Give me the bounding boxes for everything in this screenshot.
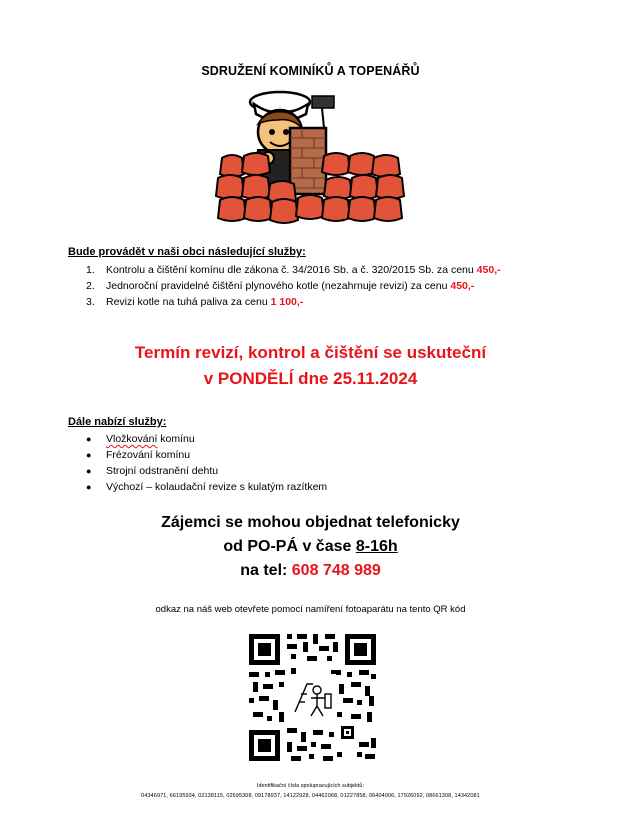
announcement-date: v PONDĚLÍ dne 25.11.2024 bbox=[203, 369, 418, 388]
list-item bbox=[86, 447, 327, 463]
announcement bbox=[0, 340, 621, 392]
list-number: 1. bbox=[86, 264, 95, 276]
service-text: komínu bbox=[157, 433, 195, 445]
hours-label: od PO-PÁ v čase bbox=[223, 538, 356, 555]
list-item bbox=[86, 262, 501, 278]
list-item bbox=[86, 463, 327, 479]
additional-services-list bbox=[86, 431, 327, 495]
contact-block bbox=[0, 511, 621, 583]
service-text: Frézování komínu bbox=[106, 449, 191, 461]
service-text: Strojní odstranění dehtu bbox=[106, 465, 219, 477]
bullet-icon: ● bbox=[86, 466, 92, 476]
list-number: 3. bbox=[86, 296, 95, 308]
announcement-line: Termín revizí, kontrol a čištění se uskuteční bbox=[134, 343, 487, 362]
hours-value: 8-16h bbox=[355, 538, 398, 555]
qr-note: odkaz na náš web otevřete pomocí namíření fotoaparátu na tento QR kód bbox=[155, 604, 466, 615]
qr-code[interactable] bbox=[247, 632, 378, 763]
list-item bbox=[86, 278, 501, 294]
chimney-sweep-illustration bbox=[214, 88, 410, 238]
bullet-icon: ● bbox=[86, 450, 92, 460]
service-text: Kontrolu a čištění komínu dle zákona č. 34/2016 Sb. a č. 320/2015 Sb. za cenu bbox=[106, 264, 477, 276]
footer-ids: 04346971, 66195934, 02138115, 02695308, 09178937, 14122928, 04462068, 01227858, 06404006, 17926092, 08661308, 14342081 bbox=[141, 793, 480, 799]
phone-label: na tel: bbox=[240, 562, 292, 579]
list-item bbox=[86, 294, 501, 310]
bullet-icon: ● bbox=[86, 434, 92, 444]
contact-hours-line bbox=[0, 535, 621, 559]
services-heading: Bude provádět v naši obci následující služby: bbox=[68, 246, 306, 258]
service-price: 450,- bbox=[450, 280, 475, 292]
service-price: 450,- bbox=[476, 264, 501, 276]
page-title: SDRUŽENÍ KOMINÍKŮ A TOPENÁŘŮ bbox=[201, 64, 420, 78]
service-text: Vložkování bbox=[106, 433, 158, 445]
list-number: 2. bbox=[86, 280, 95, 292]
service-price: 1 100,- bbox=[270, 296, 304, 308]
contact-phone-line bbox=[0, 559, 621, 583]
service-text: Revizi kotle na tuhá paliva za cenu bbox=[106, 296, 271, 308]
phone-number[interactable]: 608 748 989 bbox=[291, 562, 381, 579]
service-text: Jednoroční pravidelné čištění plynového kotle (nezahrnuje revizi) za cenu bbox=[106, 280, 451, 292]
service-text: Výchozí – kolaudační revize s kulatým razítkem bbox=[106, 481, 328, 493]
list-item bbox=[86, 479, 327, 495]
list-item bbox=[86, 431, 327, 447]
footer-label: Identifikační čísla spolupracujících subjektů: bbox=[256, 783, 364, 789]
bullet-icon: ● bbox=[86, 482, 92, 492]
services-list bbox=[86, 262, 501, 310]
additional-services-heading: Dále nabízí služby: bbox=[68, 416, 167, 428]
contact-line: Zájemci se mohou objednat telefonicky bbox=[161, 514, 460, 531]
